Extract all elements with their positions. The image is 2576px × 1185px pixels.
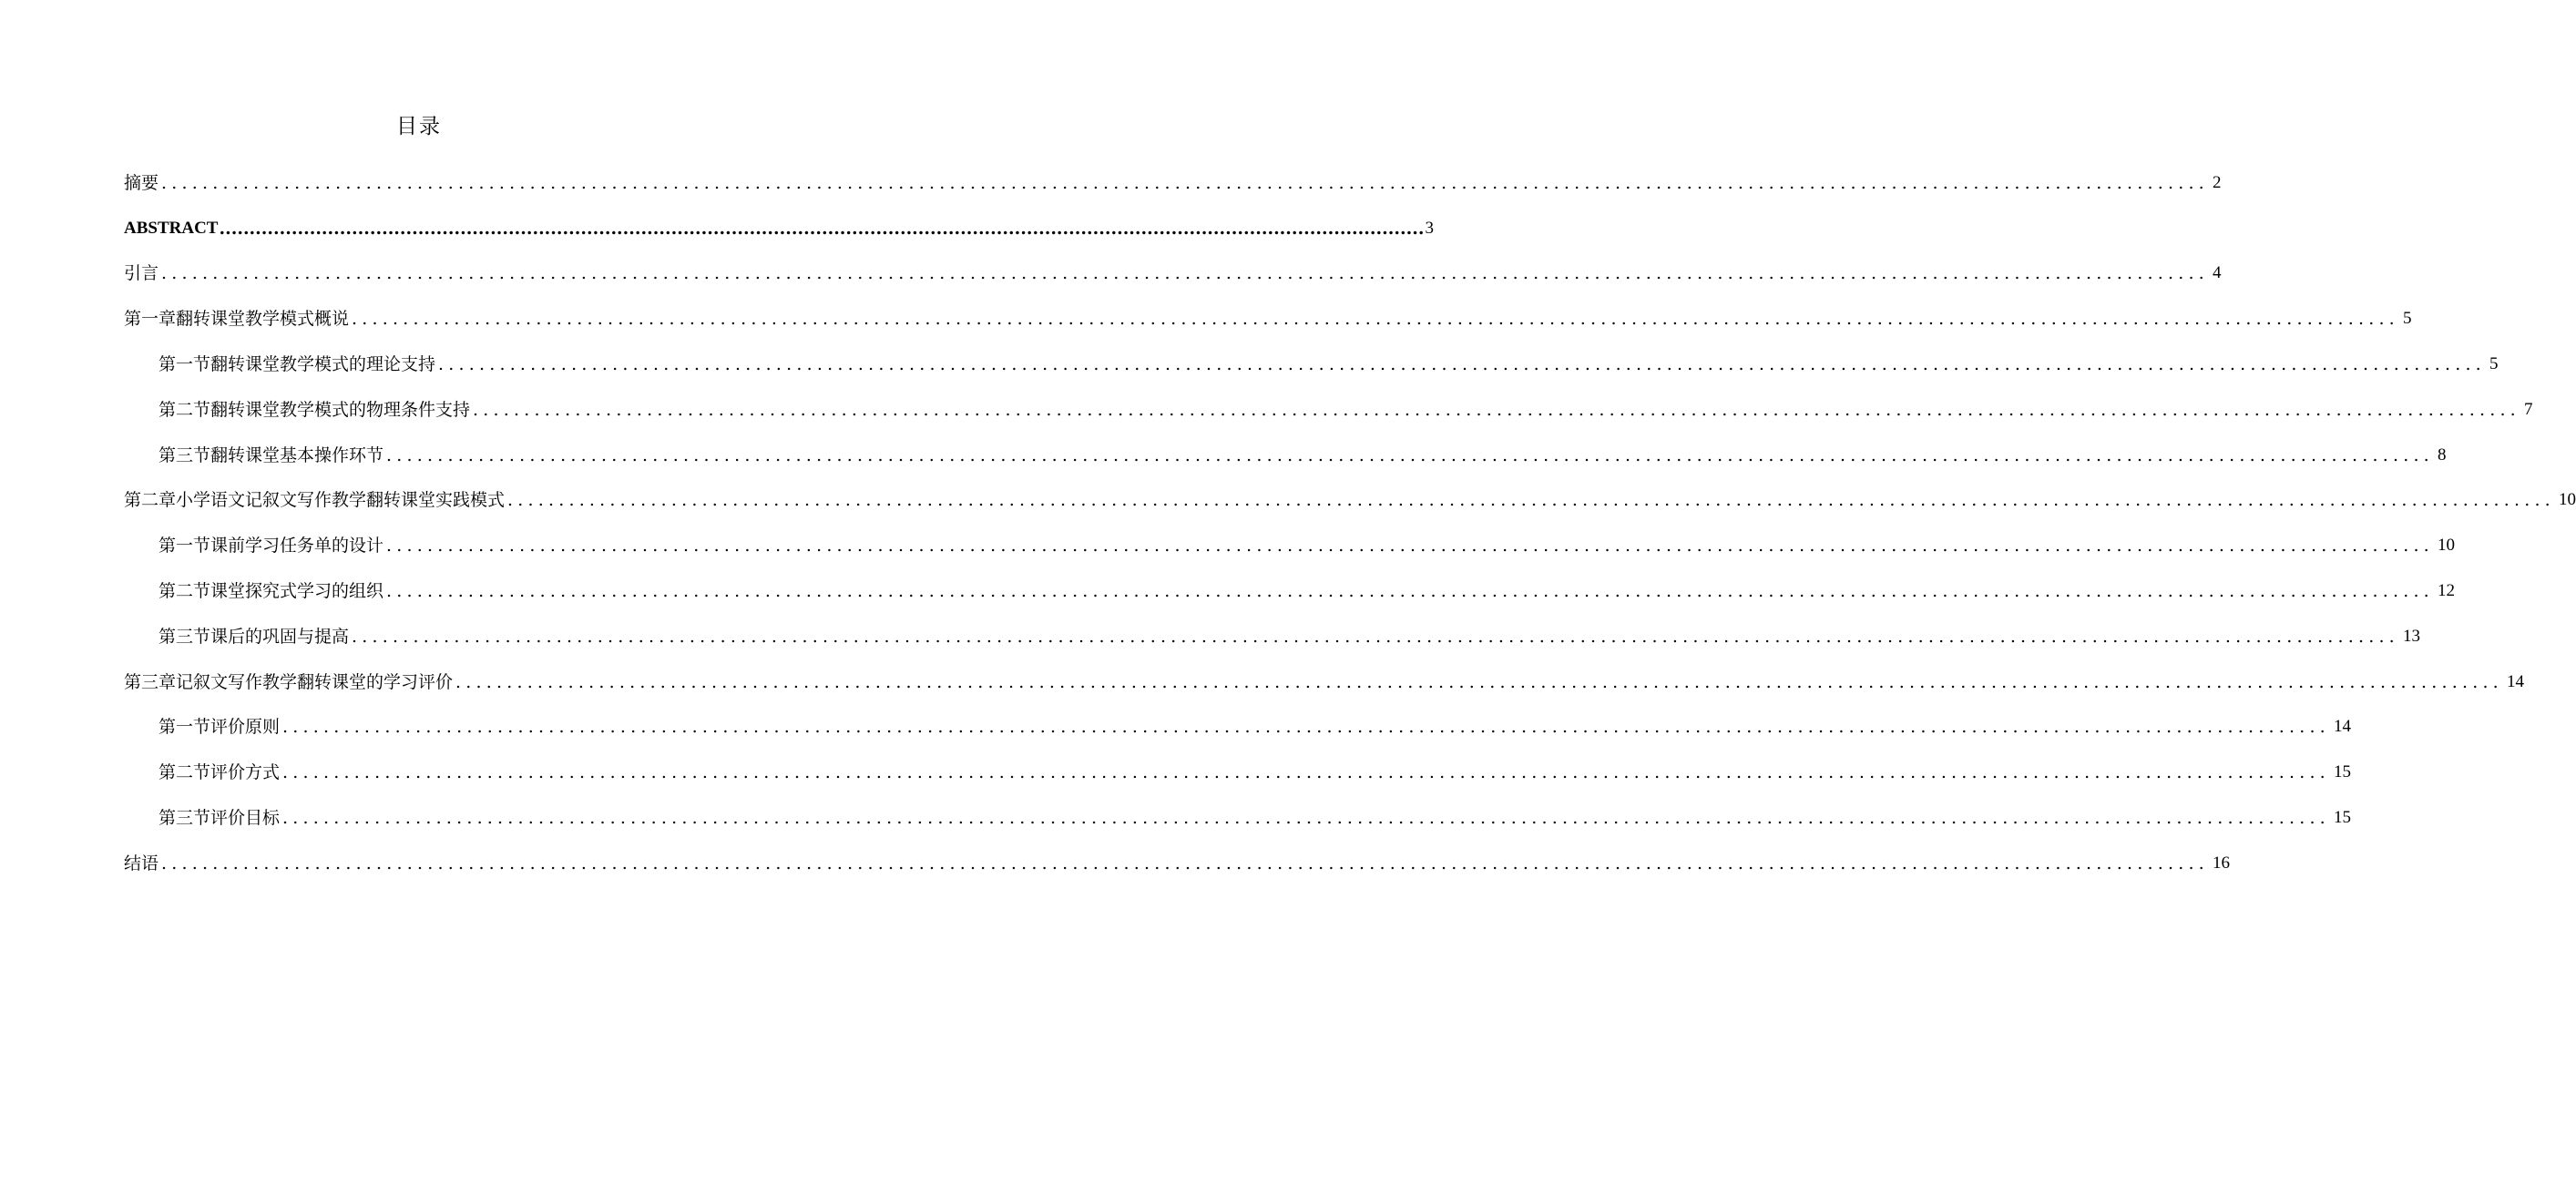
toc-entry-page: 14 <box>2506 671 2524 691</box>
toc-entry-label: 第三章记叙文写作教学翻转课堂的学习评价 <box>124 671 454 692</box>
toc-entry[interactable] <box>124 744 2351 790</box>
toc-entry-label: 第三节课后的巩固与提高 <box>158 626 350 647</box>
toc-leader-dots: ........................................................................................................................................................................................................ <box>455 671 2503 692</box>
toc-leader-dots: ........................................................................................................................................................................................................ <box>282 762 2330 783</box>
toc-title: 目录 <box>396 115 442 138</box>
toc-entry[interactable] <box>124 517 2455 563</box>
toc-leader-dots: ........................................................................................................................................................................................................ <box>161 263 2209 284</box>
toc-entry-label: ABSTRACT <box>124 218 219 238</box>
toc-entry[interactable] <box>124 790 2351 835</box>
toc-leader-dots: ........................................................................................................................................................................................................ <box>386 580 2434 601</box>
toc-entry-label: 第一节翻转课堂教学模式的理论支持 <box>158 353 436 374</box>
toc-leader-dots: ........................................................................................................................................................................................................ <box>282 807 2330 828</box>
toc-leader-dots: ........................................................................................................................................................................................................ <box>352 309 2399 330</box>
toc-leader-dots: ........................................................................................................................................................................................................ <box>161 853 2209 873</box>
toc-entry-label: 引言 <box>124 263 159 284</box>
toc-leader-dots: ........................................................................................................................................................................................................ <box>386 536 2434 557</box>
toc-entry-label: 第三节评价目标 <box>158 807 281 828</box>
toc-entry-page: 4 <box>2212 263 2222 283</box>
toc-list <box>124 155 2576 881</box>
toc-entry[interactable] <box>124 427 2447 473</box>
toc-entry-label: 第二节翻转课堂教学模式的物理条件支持 <box>158 399 471 420</box>
toc-entry-page: 15 <box>2333 762 2351 782</box>
toc-entry-page: 10 <box>2437 536 2455 556</box>
toc-entry-page: 5 <box>2402 309 2412 329</box>
toc-leader-dots: ........................................................................................................................................................................................................ <box>352 626 2399 647</box>
toc-entry-page: 3 <box>1425 218 1434 238</box>
toc-leader-dots: ........................................................................................................................................................................................................ <box>507 490 2555 511</box>
toc-entry[interactable] <box>124 291 2412 336</box>
toc-entry[interactable] <box>124 246 2222 291</box>
toc-entry-page: 10 <box>2558 490 2576 510</box>
toc-entry-label: 第一节评价原则 <box>158 717 281 738</box>
toc-entry-page: 14 <box>2333 717 2351 737</box>
toc-entry-page: 2 <box>2212 172 2222 192</box>
toc-entry-page: 12 <box>2437 580 2455 600</box>
toc-entry-label: 摘要 <box>124 172 159 193</box>
toc-entry-page: 15 <box>2333 807 2351 827</box>
toc-entry-label: 第二章小学语文记叙文写作教学翻转课堂实践模式 <box>124 490 506 511</box>
toc-entry[interactable] <box>124 654 2524 700</box>
toc-entry[interactable] <box>124 336 2499 382</box>
toc-entry-page: 5 <box>2489 353 2499 373</box>
toc-entry-label: 第三节翻转课堂基本操作环节 <box>158 444 384 465</box>
toc-entry[interactable] <box>124 835 2230 881</box>
toc-entry-page: 13 <box>2402 626 2420 646</box>
toc-entry[interactable] <box>124 700 2351 745</box>
toc-leader-dots: ........................................................................................................................................................................................................ <box>282 717 2330 738</box>
toc-entry-label: 第二节评价方式 <box>158 762 281 783</box>
toc-entry[interactable] <box>124 200 1434 246</box>
toc-entry-page: 7 <box>2523 399 2533 419</box>
toc-leader-dots: ........................................................................................................................................................................................................ <box>473 399 2520 420</box>
toc-entry[interactable] <box>124 563 2455 608</box>
toc-entry[interactable] <box>124 473 2576 518</box>
toc-leader-dots: ........................................................................................................................................................................................................ <box>161 172 2209 193</box>
toc-entry-label: 结语 <box>124 853 159 873</box>
toc-entry[interactable] <box>124 608 2420 654</box>
toc-entry-page: 16 <box>2212 853 2230 873</box>
toc-leader-dots: ........................................................................................................................................................................................................ <box>386 444 2434 465</box>
toc-entry[interactable] <box>124 382 2533 427</box>
toc-entry-label: 第一节课前学习任务单的设计 <box>158 536 384 557</box>
toc-entry[interactable] <box>124 155 2222 200</box>
toc-entry-label: 第一章翻转课堂教学模式概说 <box>124 309 350 330</box>
toc-entry-page: 8 <box>2437 444 2447 465</box>
toc-leader-dots: ........................................................................................................................................................................................................ <box>438 353 2486 374</box>
toc-entry-label: 第二节课堂探究式学习的组织 <box>158 580 384 601</box>
toc-leader-dots: ........................................................................................................................................................................................................ <box>219 218 1425 239</box>
